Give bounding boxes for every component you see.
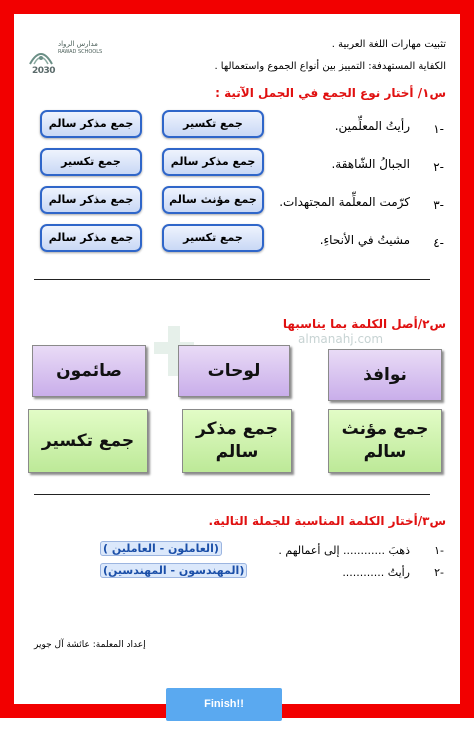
divider-2 bbox=[34, 494, 430, 495]
q2-type-2[interactable]: جمع مذكر سالم bbox=[182, 409, 292, 473]
q3-item-1-num: -١ bbox=[434, 544, 444, 557]
q1-item-1-sentence: رأيتُ المعلِّمين. bbox=[334, 119, 410, 133]
competency-line: الكفاية المستهدفة: التمييز بين أنواع الجموع واستعمالها . bbox=[214, 61, 446, 72]
q1-item-4-option-2[interactable]: جمع مذكر سالم bbox=[40, 224, 142, 252]
q2-type-1[interactable]: جمع مؤنث سالم bbox=[328, 409, 442, 473]
q1-item-1-option-2[interactable]: جمع مذكر سالم bbox=[40, 110, 142, 138]
q1-item-4-sentence: مشيتُ في الأنحاءِ. bbox=[319, 233, 410, 247]
q1-item-1-num: -١ bbox=[433, 122, 444, 136]
q1-item-2-option-1[interactable]: جمع مذكر سالم bbox=[162, 148, 264, 176]
logo-english: RAWAD SCHOOLS bbox=[58, 49, 103, 55]
finish-button[interactable]: Finish!! bbox=[166, 688, 282, 721]
q1-item-2-option-2[interactable]: جمع تكسير bbox=[40, 148, 142, 176]
q2-word-3[interactable]: صائمون bbox=[32, 345, 146, 397]
q1-item-1-option-1[interactable]: جمع تكسير bbox=[162, 110, 264, 138]
q2-word-1[interactable]: نوافذ bbox=[328, 349, 442, 401]
q2-word-2[interactable]: لوحات bbox=[178, 345, 290, 397]
vision-emblem-icon bbox=[26, 42, 56, 68]
q3-item-2-choice-text[interactable]: (المهندسون - المهندسين) bbox=[100, 563, 247, 578]
q3-item-1-choice-text[interactable]: (العاملون - العاملين ) bbox=[100, 541, 222, 556]
q3-title: س٣/أختار الكلمة المناسبة للجملة التالية. bbox=[208, 514, 446, 528]
q1-item-2-num: -٢ bbox=[433, 160, 444, 174]
q2-title: س٢/أصل الكلمة بما يناسبها bbox=[282, 317, 446, 331]
worksheet-title: تثبيت مهارات اللغة العربية . bbox=[331, 39, 446, 50]
q1-item-4-num: -٤ bbox=[433, 236, 444, 250]
watermark-text: almanahj.com bbox=[298, 332, 384, 346]
q1-title: س١/ أختار نوع الجمع في الجمل الآتية : bbox=[215, 86, 446, 100]
q3-item-2-num: -٢ bbox=[434, 566, 444, 579]
author-credit: إعداد المعلمة: عائشة آل جوير bbox=[34, 640, 146, 650]
q1-item-2-sentence: الجبالُ الشّاهقة. bbox=[331, 157, 410, 171]
q3-item-2-choices[interactable] bbox=[100, 564, 247, 577]
divider-1 bbox=[34, 279, 430, 280]
q1-item-3-option-2[interactable]: جمع مذكر سالم bbox=[40, 186, 142, 214]
worksheet-page bbox=[14, 14, 460, 704]
logo-name: مدارس الرواد bbox=[58, 40, 98, 48]
q1-item-3-option-1[interactable]: جمع مؤنث سالم bbox=[162, 186, 264, 214]
q1-item-3-num: -٣ bbox=[433, 198, 444, 212]
q3-item-2-text: رأيتُ ............ bbox=[342, 566, 410, 579]
q3-item-1-text: ذهبَ ............ إلى أعمالهم . bbox=[278, 544, 410, 557]
logo-vision: 2030 bbox=[32, 66, 56, 76]
school-logo bbox=[26, 36, 104, 80]
q1-item-3-sentence: كرّمت المعلِّمة المجتهدات. bbox=[279, 195, 410, 209]
q1-item-4-option-1[interactable]: جمع تكسير bbox=[162, 224, 264, 252]
q2-type-3[interactable]: جمع تكسير bbox=[28, 409, 148, 473]
q3-item-1-choices[interactable] bbox=[100, 542, 222, 555]
